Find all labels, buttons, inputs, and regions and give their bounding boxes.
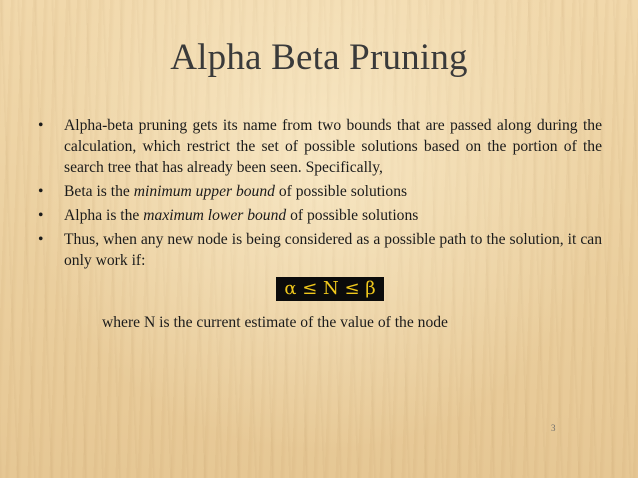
bullet-emphasis: maximum lower bound: [143, 207, 287, 224]
bullet-marker: •: [38, 117, 44, 134]
slide-title: Alpha Beta Pruning: [170, 37, 468, 78]
bullet-text: Alpha-beta pruning gets its name from two bounds that are passed along during the calculation, which restrict the set of possible solutions based on the portion of the search tree that has already been seen. Specifically,: [64, 117, 602, 176]
page-number: 3: [551, 423, 556, 433]
bullet-item: [38, 205, 602, 226]
bullet-text: of possible solutions: [274, 183, 408, 200]
bullet-list: [38, 115, 602, 274]
bullet-item: [38, 229, 602, 271]
bullet-marker: •: [38, 231, 44, 248]
formula-box: α ≤ N ≤ β: [276, 277, 384, 301]
bullet-text: Alpha is the: [64, 207, 144, 224]
bullet-text: Thus, when any new node is being considered as a possible path to the solution, it can only work if:: [64, 231, 602, 269]
bullet-marker: •: [38, 207, 44, 224]
bullet-text: of possible solutions: [286, 207, 419, 224]
where-note: where N is the current estimate of the value of the node: [102, 314, 448, 331]
bullet-text: Beta is the: [64, 183, 134, 200]
bullet-item: [38, 115, 602, 178]
bullet-marker: •: [38, 183, 44, 200]
bullet-emphasis: minimum upper bound: [133, 183, 275, 200]
bullet-item: [38, 181, 602, 202]
